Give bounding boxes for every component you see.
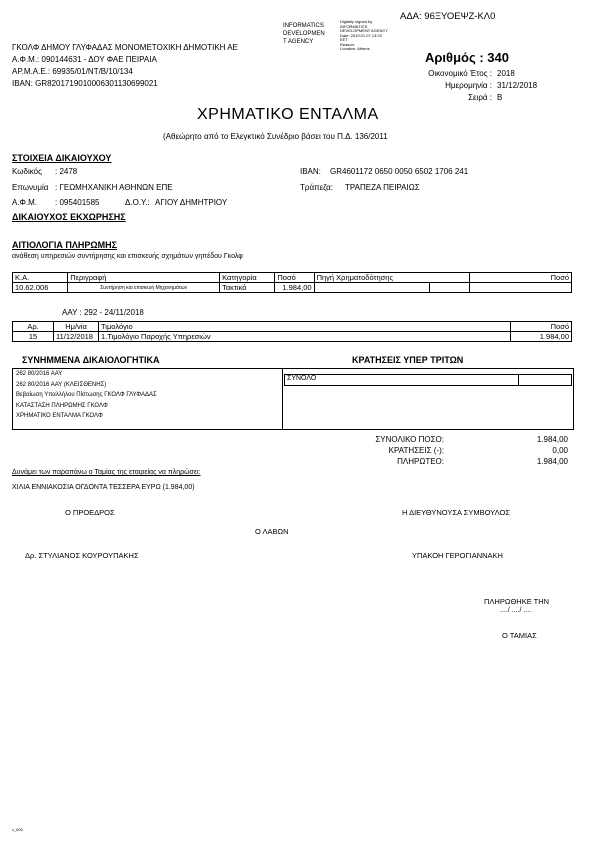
- withholdings-label: ΚΡΑΤΗΣΕΙΣ (-):: [388, 446, 444, 455]
- recipient-title: Ο ΛΑΒΩΝ: [255, 527, 289, 536]
- payment-table-header: [13, 273, 572, 283]
- code-value: : 2478: [55, 167, 78, 176]
- col-invoice-no: Αρ.: [13, 322, 54, 332]
- document-date: 31/12/2018: [497, 81, 538, 90]
- issuer-block: [12, 42, 238, 90]
- withholdings-value: 0,00: [552, 446, 568, 455]
- col-invoice-date: Ημ/νία: [54, 322, 99, 332]
- signature-stamp-details: [340, 20, 388, 52]
- assignee-heading: ΔΙΚΑΙΟΥΧΟΣ ΕΚΧΩΡΗΣΗΣ: [12, 212, 126, 222]
- fiscal-year: 2018: [497, 69, 515, 78]
- withholdings-heading: ΚΡΑΤΗΣΕΙΣ ΥΠΕΡ ΤΡΙΤΩΝ: [352, 355, 464, 365]
- cell-funding-spacer: [429, 283, 470, 293]
- iban-label: IBAN:: [300, 167, 321, 176]
- doy-value: ΑΓΙΟΥ ΔΗΜΗΤΡΙΟΥ: [155, 198, 228, 207]
- bank-label: Τράπεζα:: [300, 183, 333, 192]
- issuer-registry: ΑΡ.Μ.Α.Ε.: 69935/01/ΝΤ/Β/10/134: [12, 67, 133, 76]
- paid-on-label: ΠΛΗΡΩΘΗΚΕ ΤΗΝ: [484, 597, 550, 606]
- director-title: Η ΔΙΕΥΘΥΝΟΥΣΑ ΣΥΜΒΟΥΛΟΣ: [402, 508, 510, 517]
- iban-value: GR4601172 0650 0050 6502 1706 241: [330, 167, 469, 176]
- col-category: Κατηγορία: [220, 273, 275, 283]
- document-subtitle: (Αθεώρητο από το Ελεγκτικό Συνέδριο βάσει του Π.Δ. 136/2011: [163, 132, 388, 141]
- payment-table: [12, 272, 572, 293]
- table-row: [13, 283, 572, 293]
- cell-invoice-date: 11/12/2018: [54, 332, 99, 342]
- meta-values: [497, 68, 537, 104]
- paid-date-placeholder: ..../ ..../ ....: [500, 607, 532, 614]
- president-title: Ο ΠΡΟΕΔΡΟΣ: [65, 508, 115, 517]
- col-invoice: Τιμολόγιο: [99, 322, 511, 332]
- footer-code: v_600: [12, 827, 23, 832]
- cell-invoice-amount: 1.984,00: [511, 332, 572, 342]
- attachments-list: [16, 369, 157, 422]
- fiscal-year-label: Οικονομικό Έτος :: [428, 69, 492, 78]
- afm-value: : 095401585: [55, 198, 100, 207]
- stamp-detail: Date: 2019.01.07 13:29: [340, 32, 382, 38]
- stamp-logo-line: INFORMATICS: [283, 23, 324, 29]
- justification-heading: ΑΙΤΙΟΛΟΓΙΑ ΠΛΗΡΩΜΗΣ: [12, 240, 118, 250]
- stamp-detail: Digitally signed by: [340, 19, 373, 24]
- total-label: ΣΥΝΟΛΙΚΟ ΠΟΣΟ:: [375, 435, 444, 444]
- bank-value: ΤΡΑΠΕΖΑ ΠΕΙΡΑΙΩΣ: [345, 183, 420, 192]
- document-number: Αριθμός : 340: [425, 50, 509, 65]
- ada-code: ΑΔΑ: 96ΞΥΟΕΨΖ-ΚΛ0: [400, 11, 496, 22]
- cell-invoice: 1.Τιμολόγιο Παροχής Υπηρεσιών: [99, 332, 511, 342]
- payable-value: 1.984,00: [536, 457, 568, 466]
- stamp-logo-line: DEVELOPMEN: [283, 31, 325, 37]
- doy-label: Δ.Ο.Υ.:: [125, 198, 150, 207]
- totals-values: [500, 434, 568, 467]
- list-item: 262 80/2016 ΑΑΥ (ΚΛΕΙΣΘΕΝΗΣ): [16, 381, 107, 388]
- stamp-detail: Location: Athens: [340, 46, 370, 51]
- cell-invoice-no: 15: [13, 332, 54, 342]
- col-funding-amount: Ποσό: [470, 273, 572, 283]
- withholdings-total-row: [284, 374, 572, 386]
- meta-labels: [380, 68, 492, 104]
- director-name: ΥΠΑΚΟΗ ΓΕΡΟΓΙΑΝΝΑΚΗ: [412, 551, 503, 560]
- issuer-afm: Α.Φ.Μ.: 090144631 - ΔΟΥ ΦΑΕ ΠΕΙΡΑΙΑ: [12, 55, 157, 64]
- stamp-logo-line: T AGENCY: [283, 39, 314, 45]
- issuer-iban: IBAN: GR8201719010006301130699021: [12, 79, 158, 88]
- cell-funding-amount: [470, 283, 572, 293]
- justification-text: ανάθεση υπηρεσιών συντήρησης και επισκευής σχημάτων γηπέδου Γκολφ: [12, 253, 243, 260]
- cell-amount: 1.984,00: [275, 283, 314, 293]
- list-item: ΧΡΗΜΑΤΙΚΟ ΕΝΤΑΛΜΑ ΓΚΟΛΦ: [16, 413, 103, 420]
- col-description: Περιγραφή: [68, 273, 220, 283]
- invoice-table-header: [13, 322, 572, 332]
- code-label: Κωδικός: [12, 167, 42, 176]
- list-item: Βεβαίωση Υπαλλήλου Πίστωσης ΓΚΟΛΦ ΓΛΥΦΑΔΑΣ: [16, 392, 157, 399]
- issuer-name: ΓΚΟΛΦ ΔΗΜΟΥ ΓΛΥΦΑΔΑΣ ΜΟΝΟΜΕΤΟΧΙΚΗ ΔΗΜΟΤΙΚΗ ΑΕ: [12, 43, 238, 52]
- withholdings-total-divider: [518, 374, 519, 385]
- attachments-divider: [282, 368, 283, 429]
- attachments-heading: ΣΥΝΗΜΜΕΝΑ ΔΙΚΑΙΟΛΟΓΗΤΙΚΑ: [22, 355, 160, 365]
- afm-label: Α.Φ.Μ.: [12, 198, 38, 207]
- president-name: Δρ. ΣΤΥΛΙΑΝΟΣ ΚΟΥΡΟΥΠΑΚΗΣ: [25, 551, 139, 560]
- cell-description: Συντήρηση και επισκευή Μηχανημάτων: [68, 283, 220, 293]
- col-invoice-amount: Ποσό: [511, 322, 572, 332]
- name-label: Επωνυμία: [12, 183, 49, 192]
- series-value: Β: [497, 93, 503, 102]
- stamp-detail: Reason:: [340, 41, 355, 47]
- payable-label: ΠΛΗΡΩΤΕΟ:: [397, 457, 444, 466]
- stamp-detail: INFORMATICS: [340, 23, 368, 29]
- col-amount: Ποσό: [275, 273, 314, 283]
- withholdings-total-label: ΣΥΝΟΛΟ: [287, 375, 317, 382]
- cell-category: Τακτικό: [220, 283, 275, 293]
- aay-reference: ΑΑΥ : 292 - 24/11/2018: [62, 308, 144, 317]
- stamp-detail: DEVELOPMENT AGENCY: [340, 28, 388, 33]
- name-value: : ΓΕΩΜΗΧΑΝΙΚΗ ΑΘΗΝΩΝ ΕΠΕ: [55, 183, 173, 192]
- amount-in-words: ΧΙΛΙΑ ΕΝΝΙΑΚΟΣΙΑ ΟΓΔΟΝΤΑ ΤΕΣΣΕΡΑ ΕΥΡΩ (1.984,00): [12, 484, 195, 491]
- list-item: 262 80/2016 ΑΑΥ: [16, 371, 63, 377]
- series-label: Σειρά :: [468, 93, 492, 102]
- stamp-detail: EET: [340, 37, 348, 42]
- beneficiary-heading: ΣΤΟΙΧΕΙΑ ΔΙΚΑΙΟΥΧΟΥ: [12, 153, 112, 163]
- date-label: Ημερομηνία :: [445, 81, 492, 90]
- table-row: [13, 332, 572, 342]
- col-funding-spacer: [429, 273, 470, 283]
- cashier-title: Ο ΤΑΜΙΑΣ: [502, 631, 537, 640]
- payment-instruction: Δυνάμει των παραπάνω ο Ταμίας της εταιρείας να πληρώσει:: [12, 469, 201, 476]
- document-title: ΧΡΗΜΑΤΙΚΟ ΕΝΤΑΛΜΑ: [197, 106, 379, 123]
- list-item: ΚΑΤΑΣΤΑΣΗ ΠΛΗΡΩΜΗΣ ΓΚΟΛΦ: [16, 402, 108, 409]
- col-funding-source: Πηγή Χρηματοδότησης: [314, 273, 429, 283]
- total-value: 1.984,00: [536, 435, 568, 444]
- cell-funding-source: [314, 283, 429, 293]
- invoice-table: [12, 321, 572, 342]
- col-ka: Κ.Α.: [13, 273, 68, 283]
- totals-labels: [330, 434, 444, 467]
- signature-stamp-logo: [283, 22, 325, 46]
- cell-ka: 10.62.006: [13, 283, 68, 293]
